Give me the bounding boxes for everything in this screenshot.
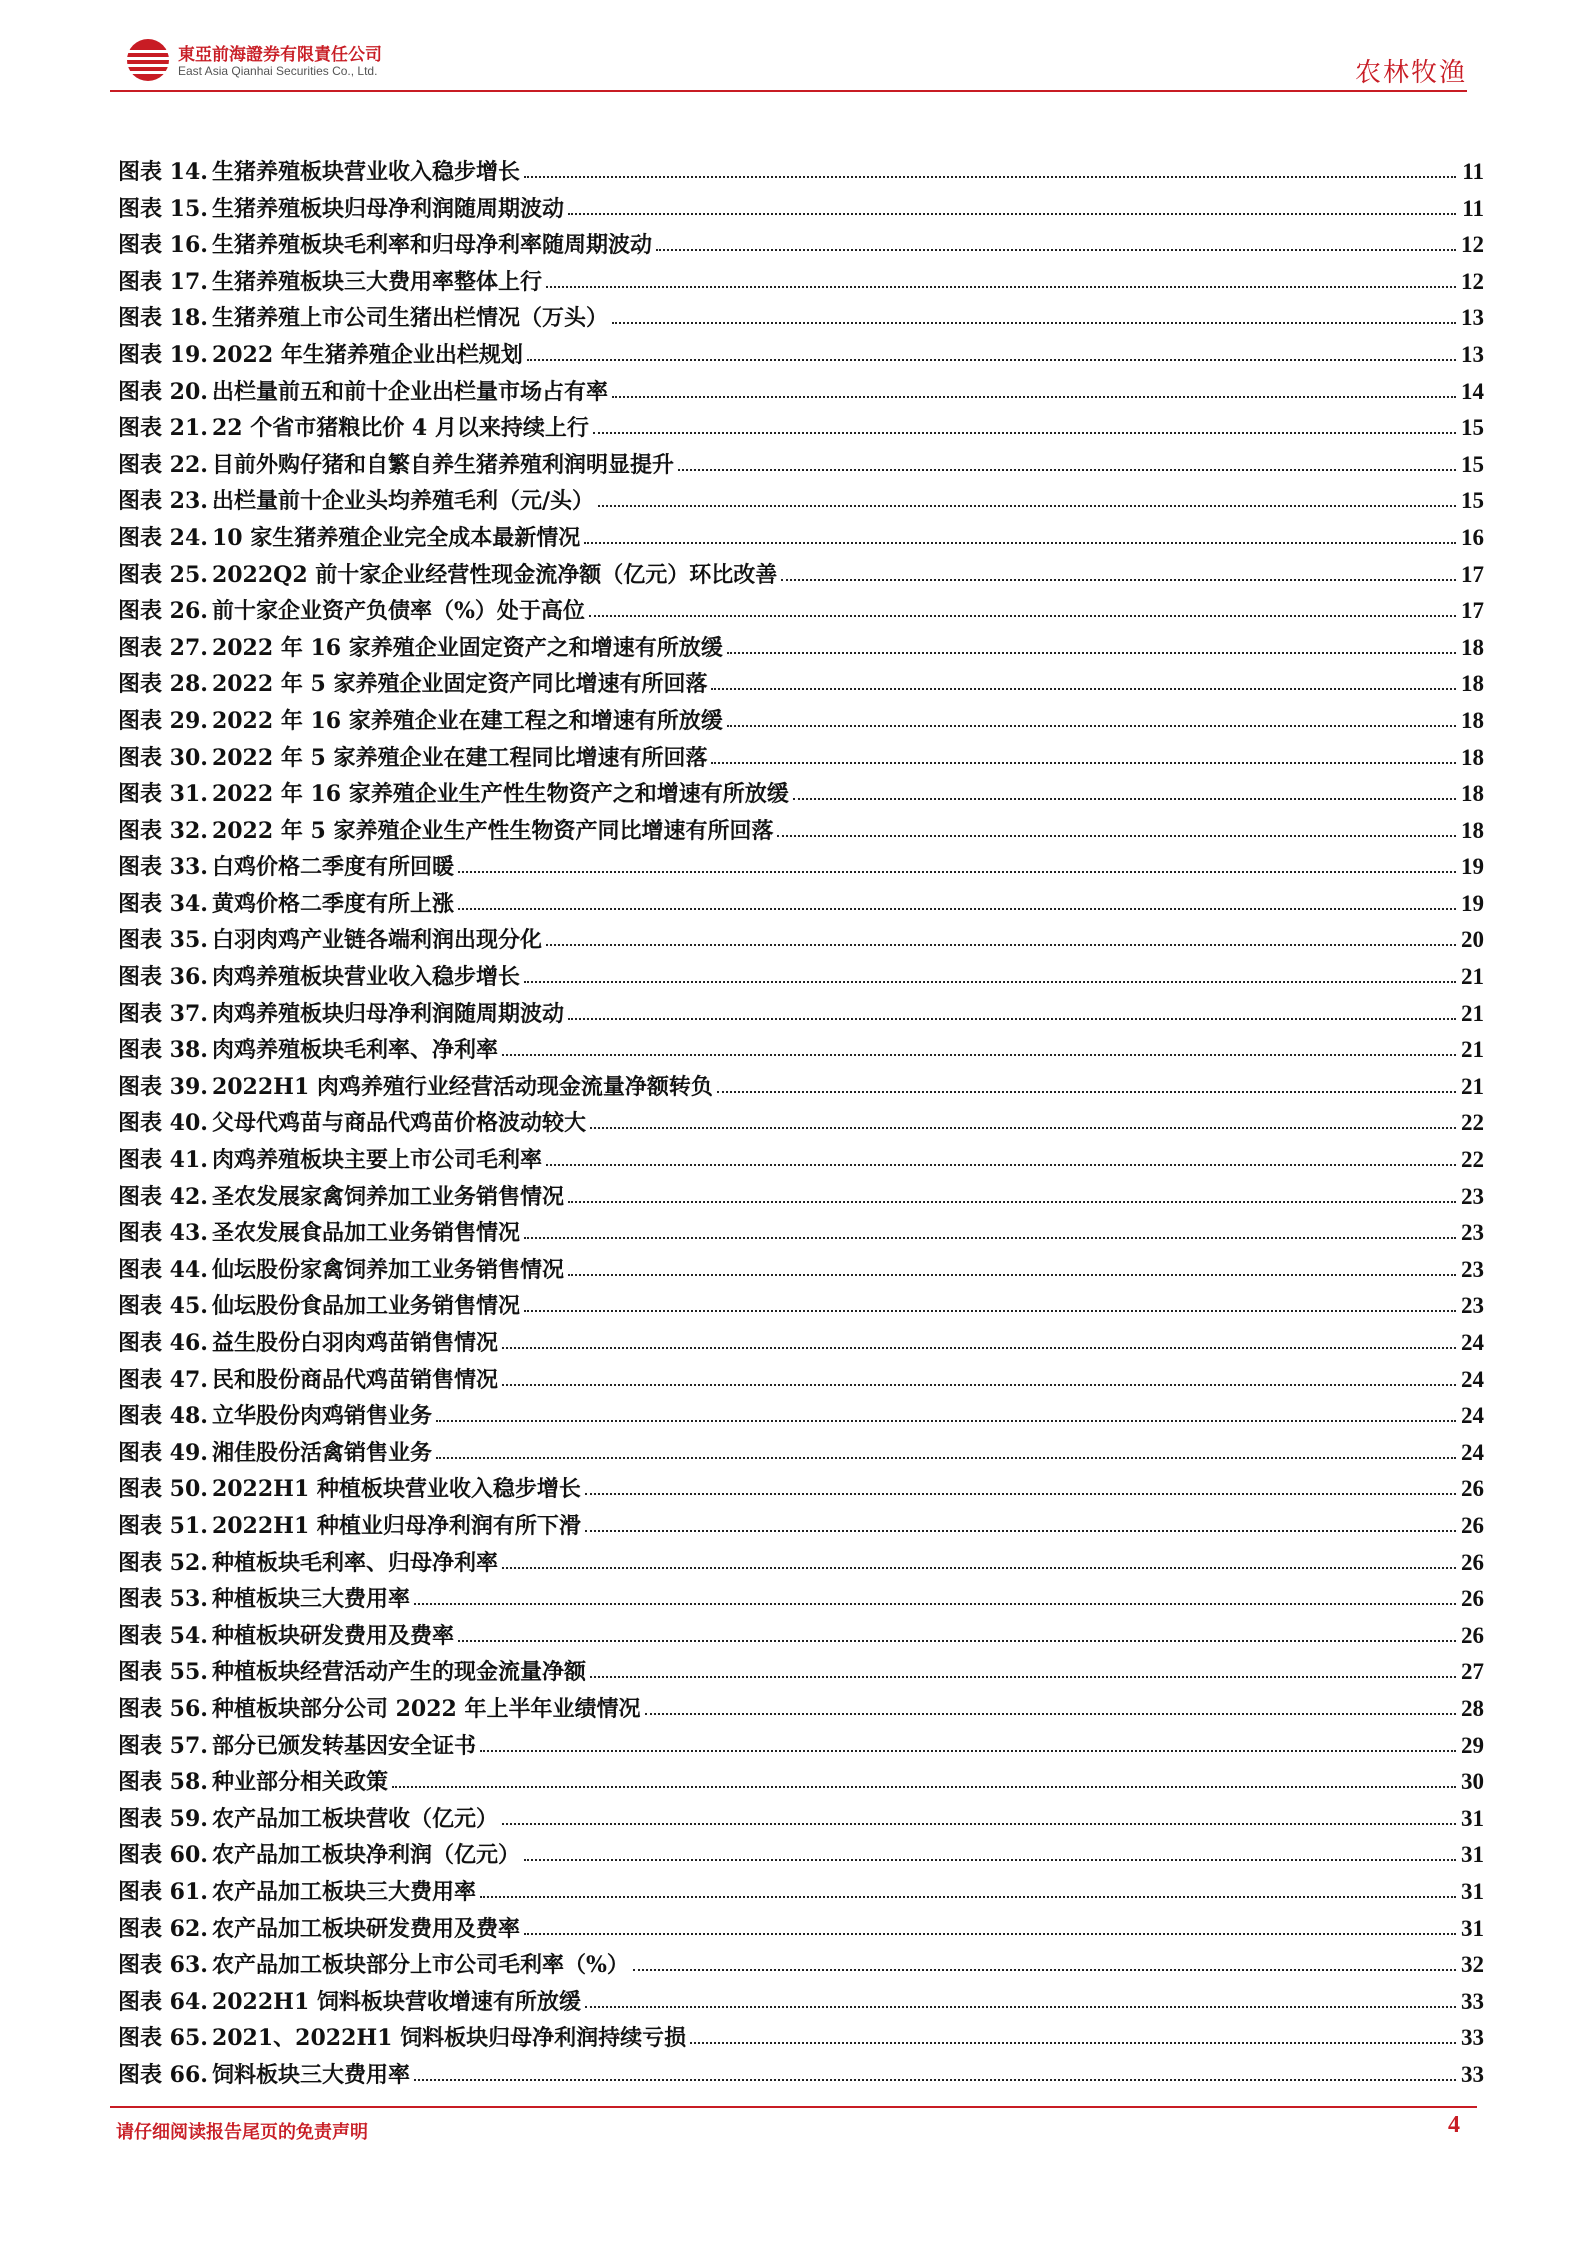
toc-entry-title: 2022 年 5 家养殖企业在建工程同比增速有所回落 — [211, 744, 708, 771]
toc-entry[interactable] — [118, 704, 1484, 741]
toc-dot-leader — [656, 248, 1456, 251]
toc-dot-leader — [711, 761, 1456, 764]
toc-entry[interactable] — [118, 997, 1484, 1034]
toc-entry[interactable] — [118, 960, 1484, 997]
toc-dot-leader — [777, 834, 1456, 837]
toc-entry-page: 29 — [1461, 1732, 1484, 1758]
toc-dot-leader — [690, 2041, 1456, 2044]
toc-entry-number: 图表 16. — [118, 232, 208, 259]
toc-entry-title: 湘佳股份活禽销售业务 — [211, 1439, 432, 1466]
toc-entry-number: 图表 35. — [118, 927, 208, 954]
page-header — [110, 30, 1467, 92]
toc-entry-number: 图表 26. — [118, 598, 208, 625]
toc-entry[interactable] — [118, 1216, 1484, 1253]
toc-entry[interactable] — [118, 777, 1484, 814]
toc-entry-number: 图表 23. — [118, 488, 208, 515]
toc-entry-number: 图表 34. — [118, 890, 208, 917]
toc-dot-leader — [392, 1785, 1456, 1788]
toc-dot-leader — [590, 1675, 1456, 1678]
toc-entry-page: 19 — [1461, 890, 1484, 916]
toc-entry-title: 种植板块毛利率、归母净利率 — [211, 1549, 498, 1576]
toc-entry-number: 图表 55. — [118, 1659, 208, 1686]
toc-dot-leader — [480, 1895, 1456, 1898]
toc-entry-page: 24 — [1461, 1330, 1484, 1355]
toc-dot-leader — [717, 1090, 1456, 1093]
toc-entry-page: 12 — [1461, 232, 1484, 258]
toc-dot-leader — [546, 285, 1456, 288]
toc-entry-title: 2022Q2 前十家企业经营性现金流净额（亿元）环比改善 — [211, 561, 778, 588]
toc-dot-leader — [727, 724, 1456, 727]
toc-entry-title: 农产品加工板块部分上市公司毛利率（%） — [211, 1952, 629, 1979]
toc-entry[interactable] — [118, 1985, 1484, 2022]
toc-entry[interactable] — [118, 192, 1484, 229]
toc-entry[interactable] — [118, 814, 1484, 851]
toc-entry-title: 圣农发展食品加工业务销售情况 — [211, 1220, 520, 1247]
toc-dot-leader — [436, 1456, 1456, 1459]
toc-entry-number: 图表 20. — [118, 378, 208, 405]
toc-dot-leader — [585, 2005, 1456, 2008]
toc-entry-page: 21 — [1461, 1073, 1484, 1099]
toc-dot-leader — [458, 870, 1456, 873]
toc-entry[interactable] — [118, 521, 1484, 558]
toc-entry-page: 33 — [1461, 2061, 1484, 2087]
toc-entry-title: 白羽肉鸡产业链各端利润出现分化 — [211, 927, 542, 954]
toc-entry[interactable] — [118, 265, 1484, 302]
toc-entry-number: 图表 50. — [118, 1476, 208, 1503]
toc-entry-title: 农产品加工板块营收（亿元） — [211, 1805, 498, 1832]
toc-dot-leader — [568, 1200, 1456, 1203]
toc-entry-page: 27 — [1461, 1659, 1484, 1685]
toc-entry-page: 18 — [1461, 634, 1484, 660]
toc-entry[interactable] — [118, 1033, 1484, 1070]
toc-dot-leader — [711, 687, 1456, 690]
toc-entry[interactable] — [118, 1472, 1484, 1509]
toc-entry-page: 18 — [1461, 671, 1484, 697]
toc-entry-page: 24 — [1461, 1403, 1484, 1429]
toc-entry[interactable] — [118, 1509, 1484, 1546]
toc-entry-page: 22 — [1461, 1110, 1484, 1136]
toc-entry-number: 图表 41. — [118, 1147, 208, 1174]
toc-entry-page: 17 — [1461, 561, 1484, 587]
toc-dot-leader — [645, 1712, 1457, 1715]
company-logo-icon — [124, 36, 172, 84]
toc-entry-title: 白鸡价格二季度有所回暖 — [211, 854, 454, 881]
toc-entry-title: 2022 年生猪养殖企业出栏规划 — [211, 341, 523, 368]
toc-entry-title: 2022 年 16 家养殖企业生产性生物资产之和增速有所放缓 — [211, 781, 789, 808]
toc-entry-title: 益生股份白羽肉鸡苗销售情况 — [211, 1330, 498, 1356]
toc-entry[interactable] — [118, 411, 1484, 448]
toc-entry-title: 农产品加工板块研发费用及费率 — [211, 1915, 520, 1942]
toc-entry-title: 圣农发展家禽饲养加工业务销售情况 — [211, 1183, 564, 1210]
toc-entry-page: 12 — [1461, 268, 1484, 294]
toc-entry[interactable] — [118, 1765, 1484, 1802]
toc-dot-leader — [458, 907, 1456, 910]
toc-entry-title: 生猪养殖板块三大费用率整体上行 — [211, 268, 542, 295]
toc-entry[interactable] — [118, 887, 1484, 924]
toc-dot-leader — [546, 943, 1456, 946]
toc-entry-title: 2022 年 16 家养殖企业固定资产之和增速有所放缓 — [211, 634, 723, 661]
toc-entry[interactable] — [118, 1143, 1484, 1180]
toc-dot-leader — [524, 1236, 1456, 1239]
toc-dot-leader — [524, 1309, 1456, 1312]
toc-entry-title: 2022 年 5 家养殖企业生产性生物资产同比增速有所回落 — [211, 817, 774, 844]
toc-entry-title: 2022H1 种植板块营业收入稳步增长 — [211, 1476, 581, 1503]
toc-entry-number: 图表 59. — [118, 1805, 208, 1832]
toc-entry[interactable] — [118, 631, 1484, 668]
page-number: 4 — [1448, 2112, 1460, 2138]
toc-dot-leader — [524, 1858, 1456, 1861]
toc-entry-title: 部分已颁发转基因安全证书 — [211, 1732, 476, 1759]
toc-entry-number: 图表 46. — [118, 1330, 208, 1356]
toc-entry[interactable] — [118, 338, 1484, 375]
toc-entry-title: 生猪养殖板块营业收入稳步增长 — [211, 159, 520, 185]
toc-entry-page: 11 — [1462, 195, 1484, 221]
toc-entry-title: 农产品加工板块净利润（亿元） — [211, 1842, 520, 1869]
toc-entry-page: 21 — [1461, 964, 1484, 990]
toc-entry-title: 肉鸡养殖板块营业收入稳步增长 — [211, 964, 520, 991]
toc-entry-number: 图表 40. — [118, 1110, 208, 1137]
toc-entry-page: 11 — [1462, 159, 1484, 184]
toc-entry-page: 21 — [1461, 1037, 1484, 1063]
toc-dot-leader — [458, 1639, 1456, 1642]
toc-entry-page: 13 — [1461, 305, 1484, 331]
toc-dot-leader — [585, 1529, 1456, 1532]
toc-dot-leader — [678, 468, 1456, 471]
toc-entry-title: 种植板块部分公司 2022 年上半年业绩情况 — [211, 1695, 641, 1722]
toc-entry-number: 图表 51. — [118, 1512, 208, 1539]
toc-entry[interactable] — [118, 741, 1484, 778]
toc-entry[interactable] — [118, 484, 1484, 521]
toc-dot-leader — [568, 1273, 1456, 1276]
toc-entry[interactable] — [118, 1399, 1484, 1436]
toc-dot-leader — [781, 578, 1456, 581]
toc-entry-number: 图表 21. — [118, 415, 208, 442]
toc-entry-page: 31 — [1461, 1842, 1484, 1868]
toc-entry-title: 22 个省市猪粮比价 4 月以来持续上行 — [211, 415, 589, 442]
toc-entry-page: 23 — [1461, 1256, 1484, 1282]
toc-entry-title: 前十家企业资产负债率（%）处于高位 — [211, 598, 585, 625]
disclaimer-note: 请仔细阅读报告尾页的免责声明 — [116, 2122, 368, 2143]
toc-entry-number: 图表 64. — [118, 1988, 208, 2015]
toc-entry[interactable] — [118, 1363, 1484, 1400]
toc-dot-leader — [598, 504, 1456, 507]
toc-entry-number: 图表 30. — [118, 744, 208, 771]
toc-entry-number: 图表 66. — [118, 2061, 208, 2088]
toc-dot-leader — [568, 212, 1456, 215]
toc-entry-number: 图表 29. — [118, 707, 208, 734]
toc-entry[interactable] — [118, 1106, 1484, 1143]
toc-entry-title: 种植板块三大费用率 — [211, 1586, 410, 1613]
company-name-en: East Asia Qianhai Securities Co., Ltd. — [178, 64, 378, 78]
toc-entry-number: 图表 56. — [118, 1695, 208, 1722]
toc-entry-title: 生猪养殖板块毛利率和归母净利率随周期波动 — [211, 232, 652, 259]
toc-dot-leader — [414, 1602, 1456, 1605]
toc-entry-page: 18 — [1461, 744, 1484, 770]
toc-entry-page: 15 — [1461, 488, 1484, 514]
toc-entry-title: 目前外购仔猪和自繁自养生猪养殖利润明显提升 — [211, 451, 674, 478]
toc-entry-page: 26 — [1461, 1549, 1484, 1575]
toc-entry-number: 图表 28. — [118, 671, 208, 698]
toc-entry-number: 图表 47. — [118, 1366, 208, 1393]
toc-dot-leader — [502, 1383, 1456, 1386]
toc-entry-page: 33 — [1461, 2025, 1484, 2051]
toc-entry-page: 18 — [1461, 781, 1484, 807]
toc-dot-leader — [584, 541, 1456, 544]
toc-entry-page: 21 — [1461, 1000, 1484, 1026]
toc-entry-page: 26 — [1461, 1622, 1484, 1648]
toc-entry-page: 18 — [1461, 707, 1484, 733]
toc-entry-number: 图表 52. — [118, 1549, 208, 1576]
toc-dot-leader — [524, 1932, 1456, 1935]
toc-entry-number: 图表 33. — [118, 854, 208, 881]
toc-dot-leader — [727, 651, 1456, 654]
toc-entry[interactable] — [118, 1838, 1484, 1875]
toc-dot-leader — [502, 1822, 1456, 1825]
toc-entry[interactable] — [118, 1436, 1484, 1473]
toc-entry-number: 图表 63. — [118, 1952, 208, 1979]
toc-entry-title: 出栏量前十企业头均养殖毛利（元/头） — [211, 488, 594, 515]
toc-dot-leader — [612, 395, 1456, 398]
toc-entry-title: 2021、2022H1 饲料板块归母净利润持续亏损 — [211, 2025, 687, 2052]
toc-entry[interactable] — [118, 1326, 1484, 1363]
toc-entry-page: 23 — [1461, 1220, 1484, 1246]
toc-entry[interactable] — [118, 301, 1484, 338]
toc-entry[interactable] — [118, 594, 1484, 631]
toc-dot-leader — [793, 797, 1456, 800]
toc-entry[interactable] — [118, 1619, 1484, 1656]
toc-entry-number: 图表 42. — [118, 1183, 208, 1210]
toc-entry-title: 种业部分相关政策 — [211, 1769, 388, 1796]
toc-entry-number: 图表 53. — [118, 1586, 208, 1613]
toc-dot-leader — [589, 614, 1456, 617]
toc-entry-number: 图表 37. — [118, 1000, 208, 1027]
toc-entry[interactable] — [118, 1253, 1484, 1290]
toc-entry-page: 31 — [1461, 1878, 1484, 1904]
toc-entry-number: 图表 44. — [118, 1256, 208, 1283]
toc-entry-page: 19 — [1461, 854, 1484, 880]
toc-entry-number: 图表 22. — [118, 451, 208, 478]
toc-entry-number: 图表 54. — [118, 1622, 208, 1649]
toc-entry[interactable] — [118, 1875, 1484, 1912]
header-divider — [110, 90, 1467, 92]
toc-entry-page: 15 — [1461, 451, 1484, 477]
toc-entry-number: 图表 48. — [118, 1403, 208, 1430]
toc-entry-title: 2022H1 肉鸡养殖行业经营活动现金流量净额转负 — [211, 1073, 713, 1100]
toc-entry-page: 14 — [1461, 378, 1484, 404]
footer-divider — [110, 2106, 1477, 2108]
toc-dot-leader — [527, 358, 1456, 361]
toc-entry-title: 出栏量前五和前十企业出栏量市场占有率 — [211, 378, 608, 405]
toc-entry[interactable] — [118, 850, 1484, 887]
toc-entry-number: 图表 31. — [118, 781, 208, 808]
toc-dot-leader — [436, 1419, 1456, 1422]
toc-entry-page: 26 — [1461, 1586, 1484, 1612]
toc-entry-number: 图表 60. — [118, 1842, 208, 1869]
toc-entry[interactable] — [118, 667, 1484, 704]
toc-dot-leader — [414, 2078, 1456, 2081]
toc-entry-title: 饲料板块三大费用率 — [211, 2061, 410, 2088]
toc-entry[interactable] — [118, 1802, 1484, 1839]
toc-entry-number: 图表 49. — [118, 1439, 208, 1466]
toc-dot-leader — [633, 1968, 1456, 1971]
toc-entry[interactable] — [118, 1582, 1484, 1619]
toc-dot-leader — [546, 1163, 1456, 1166]
toc-dot-leader — [502, 1566, 1456, 1569]
toc-entry[interactable] — [118, 375, 1484, 412]
toc-dot-leader — [524, 175, 1456, 178]
toc-entry-page: 32 — [1461, 1952, 1484, 1978]
toc-entry-page: 30 — [1461, 1769, 1484, 1795]
toc-entry-title: 种植板块经营活动产生的现金流量净额 — [211, 1659, 586, 1686]
toc-entry-title: 生猪养殖板块归母净利润随周期波动 — [211, 195, 564, 222]
toc-entry[interactable] — [118, 155, 1484, 192]
toc-entry-number: 图表 57. — [118, 1732, 208, 1759]
toc-entry-title: 2022 年 16 家养殖企业在建工程之和增速有所放缓 — [211, 707, 723, 734]
toc-entry-page: 22 — [1461, 1147, 1484, 1173]
toc-entry-number: 图表 65. — [118, 2025, 208, 2052]
toc-entry-number: 图表 45. — [118, 1293, 208, 1320]
company-name-cn: 東亞前海證券有限責任公司 — [178, 45, 382, 65]
toc-dot-leader — [502, 1346, 1456, 1349]
toc-entry-title: 2022H1 饲料板块营收增速有所放缓 — [211, 1988, 581, 2015]
toc-dot-leader — [612, 321, 1456, 324]
toc-entry-title: 肉鸡养殖板块归母净利润随周期波动 — [211, 1000, 564, 1027]
toc-entry[interactable] — [118, 1692, 1484, 1729]
toc-entry-number: 图表 18. — [118, 305, 208, 332]
toc-entry-page: 15 — [1461, 415, 1484, 441]
toc-entry-page: 24 — [1461, 1439, 1484, 1465]
toc-entry-title: 2022H1 种植业归母净利润有所下滑 — [211, 1512, 581, 1539]
toc-entry-number: 图表 14. — [118, 159, 208, 185]
section-title: 农林牧渔 — [1354, 58, 1467, 88]
toc-entry[interactable] — [118, 558, 1484, 595]
toc-entry-number: 图表 58. — [118, 1769, 208, 1796]
toc-entry-number: 图表 32. — [118, 817, 208, 844]
toc-dot-leader — [502, 1053, 1456, 1056]
toc-entry-title: 仙坛股份家禽饲养加工业务销售情况 — [211, 1256, 564, 1283]
toc-entry-page: 20 — [1461, 927, 1484, 953]
toc-entry-page: 28 — [1461, 1695, 1484, 1721]
toc-entry-number: 图表 43. — [118, 1220, 208, 1247]
toc-entry[interactable] — [118, 1655, 1484, 1692]
toc-entry[interactable] — [118, 1180, 1484, 1217]
toc-entry[interactable] — [118, 1912, 1484, 1949]
toc-entry-number: 图表 62. — [118, 1915, 208, 1942]
toc-entry[interactable] — [118, 1948, 1484, 1985]
toc-entry-page: 26 — [1461, 1476, 1484, 1502]
toc-entry-page: 16 — [1461, 524, 1484, 550]
toc-entry-page: 23 — [1461, 1293, 1484, 1319]
toc-entry[interactable] — [118, 1546, 1484, 1583]
toc-entry-page: 31 — [1461, 1915, 1484, 1941]
toc-entry-number: 图表 24. — [118, 524, 208, 551]
toc-entry-title: 种植板块研发费用及费率 — [211, 1622, 454, 1649]
toc-entry[interactable] — [118, 1070, 1484, 1107]
toc-entry-number: 图表 25. — [118, 561, 208, 588]
toc-entry[interactable] — [118, 228, 1484, 265]
toc-entry-number: 图表 61. — [118, 1878, 208, 1905]
table-of-figures — [118, 155, 1484, 2094]
toc-entry-number: 图表 36. — [118, 964, 208, 991]
toc-entry[interactable] — [118, 1289, 1484, 1326]
toc-entry[interactable] — [118, 1729, 1484, 1766]
toc-entry[interactable] — [118, 448, 1484, 485]
toc-entry-number: 图表 19. — [118, 341, 208, 368]
toc-entry-title: 农产品加工板块三大费用率 — [211, 1878, 476, 1905]
toc-entry[interactable] — [118, 2058, 1484, 2095]
toc-entry-title: 仙坛股份食品加工业务销售情况 — [211, 1293, 520, 1320]
toc-entry-title: 黄鸡价格二季度有所上涨 — [211, 890, 454, 917]
toc-dot-leader — [568, 1017, 1456, 1020]
toc-entry-page: 17 — [1461, 598, 1484, 624]
toc-entry-number: 图表 17. — [118, 268, 208, 295]
toc-entry-page: 24 — [1461, 1366, 1484, 1392]
toc-entry[interactable] — [118, 923, 1484, 960]
toc-entry-title: 民和股份商品代鸡苗销售情况 — [211, 1366, 498, 1393]
toc-entry-title: 10 家生猪养殖企业完全成本最新情况 — [211, 524, 581, 551]
toc-entry-title: 立华股份肉鸡销售业务 — [211, 1403, 432, 1430]
toc-entry-number: 图表 39. — [118, 1073, 208, 1100]
toc-entry-title: 生猪养殖上市公司生猪出栏情况（万头） — [211, 305, 608, 332]
toc-entry-page: 23 — [1461, 1183, 1484, 1209]
toc-dot-leader — [524, 980, 1456, 983]
toc-entry-number: 图表 27. — [118, 634, 208, 661]
toc-entry-page: 26 — [1461, 1512, 1484, 1538]
toc-entry-page: 31 — [1461, 1805, 1484, 1831]
toc-entry-title: 肉鸡养殖板块毛利率、净利率 — [211, 1037, 498, 1064]
toc-entry-page: 13 — [1461, 341, 1484, 367]
toc-entry-title: 2022 年 5 家养殖企业固定资产同比增速有所回落 — [211, 671, 708, 698]
toc-entry-page: 18 — [1461, 817, 1484, 843]
toc-dot-leader — [585, 1492, 1456, 1495]
toc-entry-page: 33 — [1461, 1988, 1484, 2014]
toc-dot-leader — [590, 1126, 1456, 1129]
toc-dot-leader — [593, 431, 1456, 434]
toc-entry-number: 图表 38. — [118, 1037, 208, 1064]
toc-entry[interactable] — [118, 2021, 1484, 2058]
toc-entry-title: 肉鸡养殖板块主要上市公司毛利率 — [211, 1147, 542, 1174]
toc-dot-leader — [480, 1749, 1456, 1752]
toc-entry-title: 父母代鸡苗与商品代鸡苗价格波动较大 — [211, 1110, 586, 1137]
toc-entry-number: 图表 15. — [118, 195, 208, 222]
